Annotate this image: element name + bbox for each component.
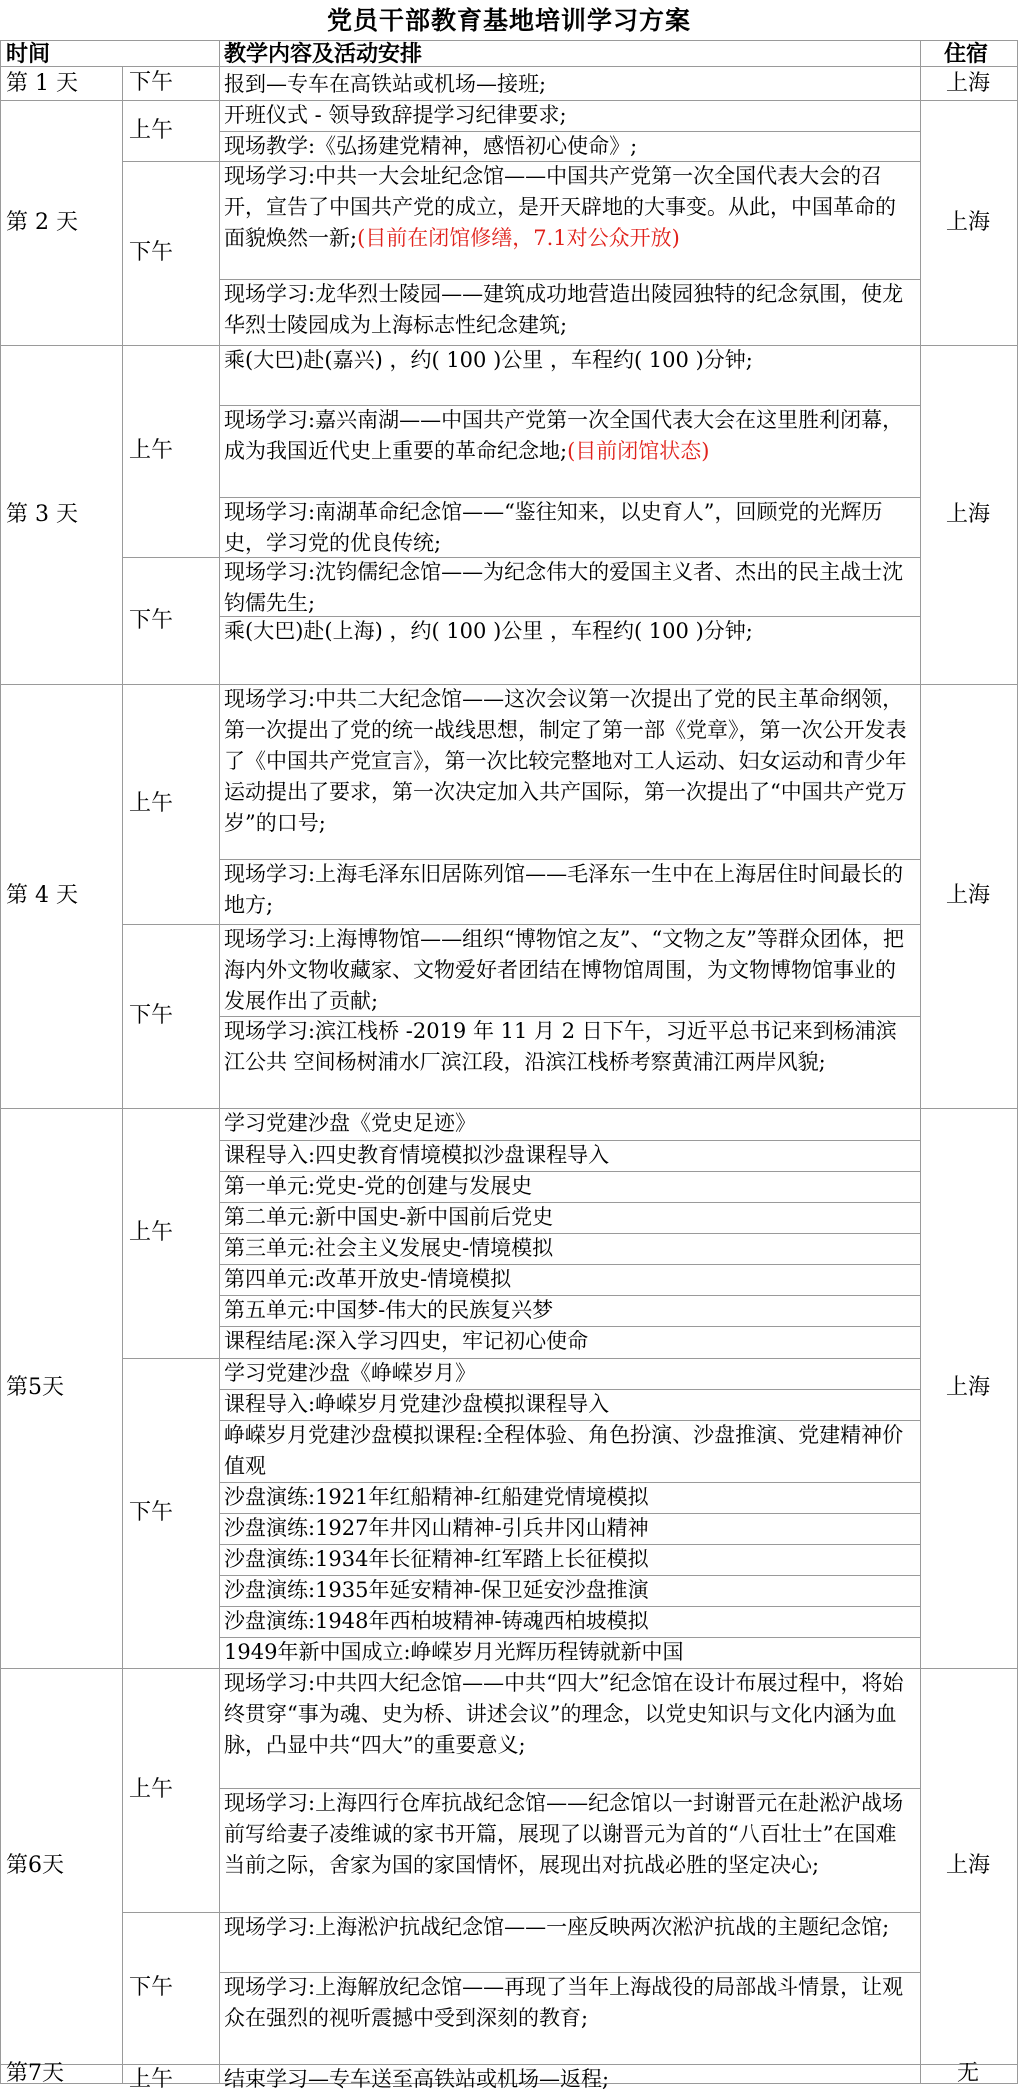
period-label: 上午 <box>129 438 174 463</box>
activity-item <box>224 1544 914 1575</box>
activity-text: 现场学习:上海毛泽东旧居陈列馆——毛泽东一生中在上海居住时间最长的地方; <box>224 862 904 917</box>
period-divider <box>122 345 123 684</box>
activity-item <box>224 279 914 341</box>
header-time: 时间 <box>6 41 51 67</box>
activity-item <box>224 1358 914 1389</box>
activity-item <box>224 1171 914 1202</box>
period-divider <box>122 684 123 1108</box>
period-label: 下午 <box>129 1003 174 1028</box>
activity-text: 第五单元:中国梦-伟大的民族复兴梦 <box>224 1298 554 1322</box>
activity-item <box>224 1140 914 1171</box>
activity-item <box>224 497 914 559</box>
activity-item <box>224 1016 914 1078</box>
activity-item <box>224 405 914 467</box>
activity-text: 1949年新中国成立:峥嵘岁月光辉历程铸就新中国 <box>224 1640 684 1664</box>
activity-text: 第四单元:改革开放史-情境模拟 <box>224 1267 512 1291</box>
lodging-value: 上海 <box>945 71 990 96</box>
period-label: 下午 <box>129 240 174 265</box>
activity-text: 沙盘演练:1927年井冈山精神-引兵井冈山精神 <box>224 1516 649 1540</box>
activity-item <box>224 557 914 619</box>
activity-item <box>224 1202 914 1233</box>
activity-text: 沙盘演练:1921年红船精神-红船建党情境模拟 <box>224 1485 649 1509</box>
period-label: 上午 <box>129 2067 174 2092</box>
activity-text: 第二单元:新中国史-新中国前后党史 <box>224 1205 554 1229</box>
period-label: 下午 <box>129 70 174 95</box>
activity-text: 现场学习:南湖革命纪念馆——“鉴往知来，以史育人”，回顾党的光辉历史，学习党的优良传统; <box>224 500 883 555</box>
activity-text: 现场学习:龙华烈士陵园——建筑成功地营造出陵园独特的纪念氛围，使龙华烈士陵园成为上海标志性纪念建筑; <box>224 282 904 337</box>
activity-item <box>224 2064 914 2095</box>
activity-item <box>224 1233 914 1264</box>
activity-item <box>224 1295 914 1326</box>
activity-item <box>224 1637 914 1668</box>
activity-text: 现场学习:嘉兴南湖——中国共产党第一次全国代表大会在这里胜利闭幕，成为我国近代史上重要的革命纪念地; <box>224 408 904 463</box>
period-divider <box>122 2064 123 2084</box>
activity-item <box>224 859 914 921</box>
activity-text: 乘(大巴)赴(嘉兴) ，约( 100 )公里 ，车程约( 100 )分钟; <box>224 348 753 372</box>
lodging-value: 上海 <box>945 1375 990 1400</box>
day-label: 第5天 <box>6 1375 64 1400</box>
lodging-value: 上海 <box>945 883 990 908</box>
period-label: 上午 <box>129 1777 174 1802</box>
activity-item <box>224 1575 914 1606</box>
activity-text: 现场学习:滨江栈桥 -2019 年 11 月 2 日下午，习近平总书记来到杨浦滨江公共 空间杨树浦水厂滨江段，沿滨江栈桥考察黄浦江两岸风貌; <box>224 1019 897 1074</box>
activity-item <box>224 1108 914 1139</box>
activity-text: 现场学习:沈钧儒纪念馆——为纪念伟大的爱国主义者、杰出的民主战士沈钧儒先生; <box>224 560 904 615</box>
activity-text: 沙盘演练:1934年长征精神-红军踏上长征模拟 <box>224 1547 649 1571</box>
activity-item <box>224 131 914 162</box>
day-label: 第6天 <box>6 1853 64 1878</box>
day-label: 第 4 天 <box>6 883 78 908</box>
activity-text: 课程导入:峥嵘岁月党建沙盘模拟课程导入 <box>224 1392 610 1416</box>
header-lodging: 住宿 <box>944 41 989 67</box>
status-note: (目前在闭馆修缮，7.1对公众开放) <box>357 226 680 250</box>
activity-text: 现场学习:上海四行仓库抗战纪念馆——纪念馆以一封谢晋元在赴淞沪战场前写给妻子凌维诚的家书开篇，展现了以谢晋元为首的“八百壮士”在国难当前之际，舍家为国的家国情怀，展现出对抗战必胜的坚定决心; <box>224 1791 904 1877</box>
activity-text: 现场学习:上海解放纪念馆——再现了当年上海战役的局部战斗情景，让观众在强烈的视听震撼中受到深刻的教育; <box>224 1975 904 2030</box>
activity-item <box>224 1606 914 1637</box>
activity-item <box>224 1482 914 1513</box>
activity-text: 第三单元:社会主义发展史-情境模拟 <box>224 1236 554 1260</box>
activity-text: 现场学习:中共二大纪念馆——这次会议第一次提出了党的民主革命纲领，第一次提出了党的统一战线思想，制定了第一部《党章》，第一次公开发表了《中国共产党宣言》，第一次比较完整地对工人运动、妇女运动和青少年运动提出了要求，第一次决定加入共产国际，第一次提出了“中国共产党万岁”的口号; <box>224 687 907 835</box>
activity-text: 沙盘演练:1948年西柏坡精神-铸魂西柏坡模拟 <box>224 1609 649 1633</box>
day-label: 第 1 天 <box>6 71 78 96</box>
status-note: (目前闭馆状态) <box>567 439 710 463</box>
activity-item <box>224 69 914 100</box>
day-label: 第 3 天 <box>6 502 78 527</box>
activity-text: 开班仪式 - 领导致辞提学习纪律要求; <box>224 103 567 127</box>
activity-text: 现场学习:中共四大纪念馆——中共“四大”纪念馆在设计布展过程中，将始终贯穿“事为魂、史为桥、讲述会议”的理念，以党史知识与文化内涵为血脉，凸显中共“四大”的重要意义; <box>224 1671 904 1757</box>
activity-text: 现场学习:上海博物馆——组织“博物馆之友”、“文物之友”等群众团体，把海内外文物收藏家、文物爱好者团结在博物馆周围，为文物博物馆事业的发展作出了贡献; <box>224 927 905 1013</box>
activity-text: 报到—专车在高铁站或机场—接班; <box>224 72 547 96</box>
period-label: 下午 <box>129 1500 174 1525</box>
lodging-value: 上海 <box>945 210 990 235</box>
lodging-value: 上海 <box>945 1853 990 1878</box>
activity-text: 乘(大巴)赴(上海) ，约( 100 )公里 ，车程约( 100 )分钟; <box>224 619 753 643</box>
day-label: 第 2 天 <box>6 210 78 235</box>
period-label: 下午 <box>129 608 174 633</box>
period-label: 上午 <box>129 1220 174 1245</box>
activity-text: 现场学习:中共一大会址纪念馆——中国共产党第一次全国代表大会的召开，宣告了中国共产党的成立，是开天辟地的大事变。从此，中国革命的面貌焕然一新; <box>224 164 896 250</box>
period-label: 下午 <box>129 1975 174 2000</box>
activity-item <box>224 616 914 647</box>
lodging-value: 上海 <box>945 502 990 527</box>
period-label: 上午 <box>129 791 174 816</box>
period-divider <box>122 100 123 345</box>
activity-item <box>224 1420 914 1482</box>
header-content: 教学内容及活动安排 <box>224 41 423 67</box>
activity-text: 结束学习—专车送至高铁站或机场—返程; <box>224 2067 610 2091</box>
day-label: 第7天 <box>6 2061 64 2086</box>
activity-item <box>224 345 914 376</box>
period-divider <box>122 1108 123 1668</box>
column-divider-lodging <box>920 40 921 2084</box>
activity-text: 课程导入:四史教育情境模拟沙盘课程导入 <box>224 1143 610 1167</box>
activity-item <box>224 100 914 131</box>
activity-item <box>224 1389 914 1420</box>
activity-item <box>224 684 914 839</box>
activity-text: 第一单元:党史-党的创建与发展史 <box>224 1174 533 1198</box>
activity-item <box>224 924 914 1017</box>
activity-item <box>224 1912 914 1943</box>
period-divider <box>122 1668 123 2064</box>
activity-item <box>224 1326 914 1357</box>
activity-item <box>224 1264 914 1295</box>
activity-text: 沙盘演练:1935年延安精神-保卫延安沙盘推演 <box>224 1578 649 1602</box>
activity-item <box>224 1668 914 1761</box>
column-divider-content <box>219 40 220 2084</box>
document-title: 党员干部教育基地培训学习方案 <box>326 6 691 35</box>
activity-text: 峥嵘岁月党建沙盘模拟课程:全程体验、角色扮演、沙盘推演、党建精神价值观 <box>224 1423 904 1478</box>
activity-text: 学习党建沙盘《党史足迹》 <box>224 1111 476 1135</box>
period-divider <box>122 67 123 100</box>
activity-item <box>224 1513 914 1544</box>
lodging-value: 无 <box>956 2061 979 2086</box>
activity-item <box>224 1972 914 2034</box>
activity-text: 课程结尾:深入学习四史，牢记初心使命 <box>224 1329 589 1353</box>
activity-text: 现场教学:《弘扬建党精神，感悟初心使命》; <box>224 134 638 158</box>
activity-item <box>224 1788 914 1881</box>
activity-text: 现场学习:上海淞沪抗战纪念馆——一座反映两次淞沪抗战的主题纪念馆; <box>224 1915 890 1939</box>
period-label: 上午 <box>129 118 174 143</box>
header-divider <box>0 66 1018 67</box>
activity-text: 学习党建沙盘《峥嵘岁月》 <box>224 1361 476 1385</box>
activity-item <box>224 161 914 254</box>
